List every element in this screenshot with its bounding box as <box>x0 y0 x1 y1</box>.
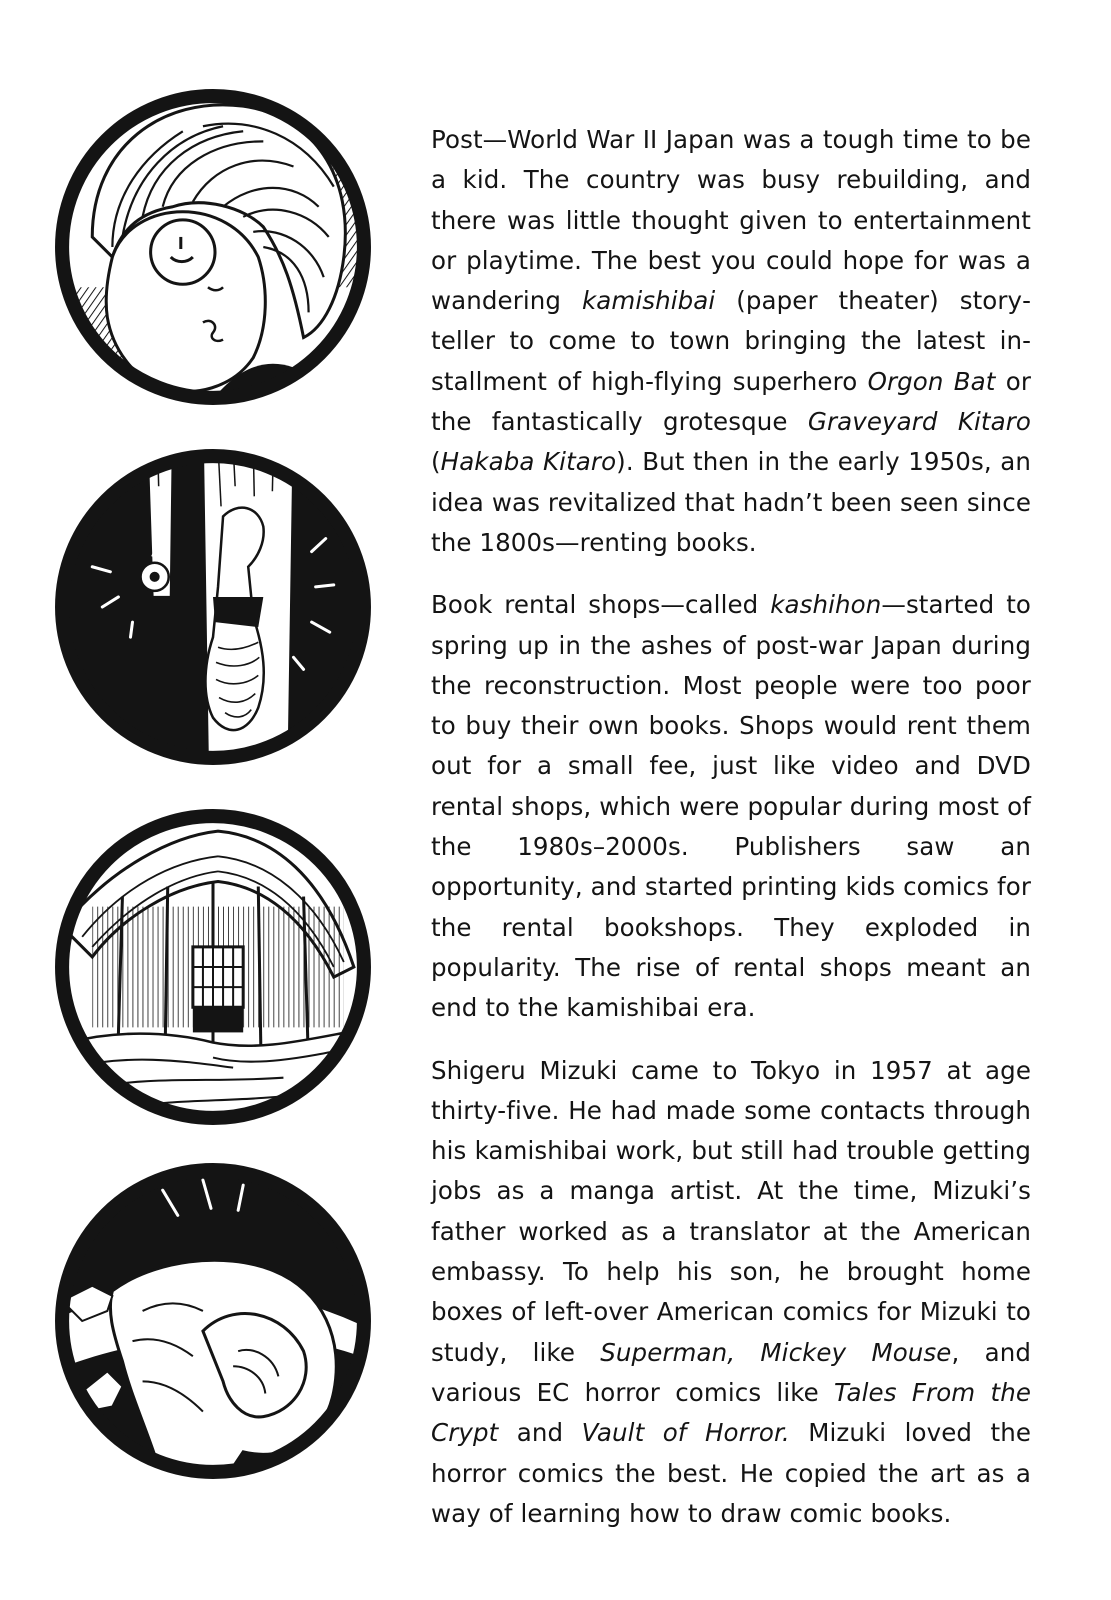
body-text: —started to spring up in the ashes of post-war Japan during the reconstruction. Most people were too poor to buy their own books. Shops would rent them out for a small fee, just like video and DVD rental shops, which were popular during most of the 1980s–2000s. Publishers saw an opportunity, and started printing kids comics for the rental bookshops. They exploded in popularity. The rise of rental shops meant an end to the kamishibai era. <box>431 590 1031 1023</box>
italic-title-text: kashihon <box>770 590 882 620</box>
body-text: ( <box>431 447 441 477</box>
illustration-hunched-figure <box>52 1160 374 1482</box>
italic-title-text: Orgon Bat <box>867 366 996 396</box>
italic-title-text: Tales From the Crypt <box>431 1377 1031 1448</box>
body-text: ). But then in the early 1950s, an idea was revitalized that hadn’t been seen since the 1800s—renting books. <box>431 447 1031 557</box>
italic-title-text: Hakaba Kitaro <box>440 447 617 477</box>
illustration-thatched-house <box>52 806 374 1128</box>
body-text: and <box>498 1418 582 1448</box>
italic-title-text: kamishibai <box>581 286 716 316</box>
illustration-column <box>0 0 420 1600</box>
body-text: Mizuki loved the horror comics the best. He copied the art as a way of learning how to draw comic books. <box>431 1418 1031 1528</box>
body-text: (paper theater) storyteller to come to town bringing the latest installment of high-flying superhero <box>431 286 1031 396</box>
italic-title-text: Vault of Horror. <box>581 1418 790 1448</box>
paragraph-kashihon <box>431 585 1031 1028</box>
body-text: or the fantastically grotesque <box>431 366 1032 437</box>
body-text: , and various EC horror comics like <box>431 1337 1032 1407</box>
illustration-boy-portrait <box>52 86 374 408</box>
article-body <box>431 120 1031 1556</box>
body-text: Post—World War II Japan was a tough time to be a kid. The country was busy rebuilding, and there was little thought given to entertainment or playtime. The best you could hope for was a wandering <box>431 125 1031 316</box>
illustration-falling-figure <box>52 446 374 768</box>
paragraph-mizuki <box>431 1051 1031 1535</box>
italic-title-text: Superman, Mickey Mouse <box>600 1337 952 1367</box>
italic-title-text: Graveyard Kitaro <box>807 407 1031 437</box>
body-text: Book rental shops—called <box>431 590 771 620</box>
body-text: Shigeru Mizuki came to Tokyo in 1957 at age thirty-five. He had made some contacts through his kamishibai work, but still had trouble getting jobs as a manga artist. At the time, Mizuki’s father worked as a translator at the American embassy. To help his son, he brought home boxes of left-over American comics for Mizuki to study, like <box>431 1055 1031 1367</box>
paragraph-kamishibai <box>431 120 1031 563</box>
